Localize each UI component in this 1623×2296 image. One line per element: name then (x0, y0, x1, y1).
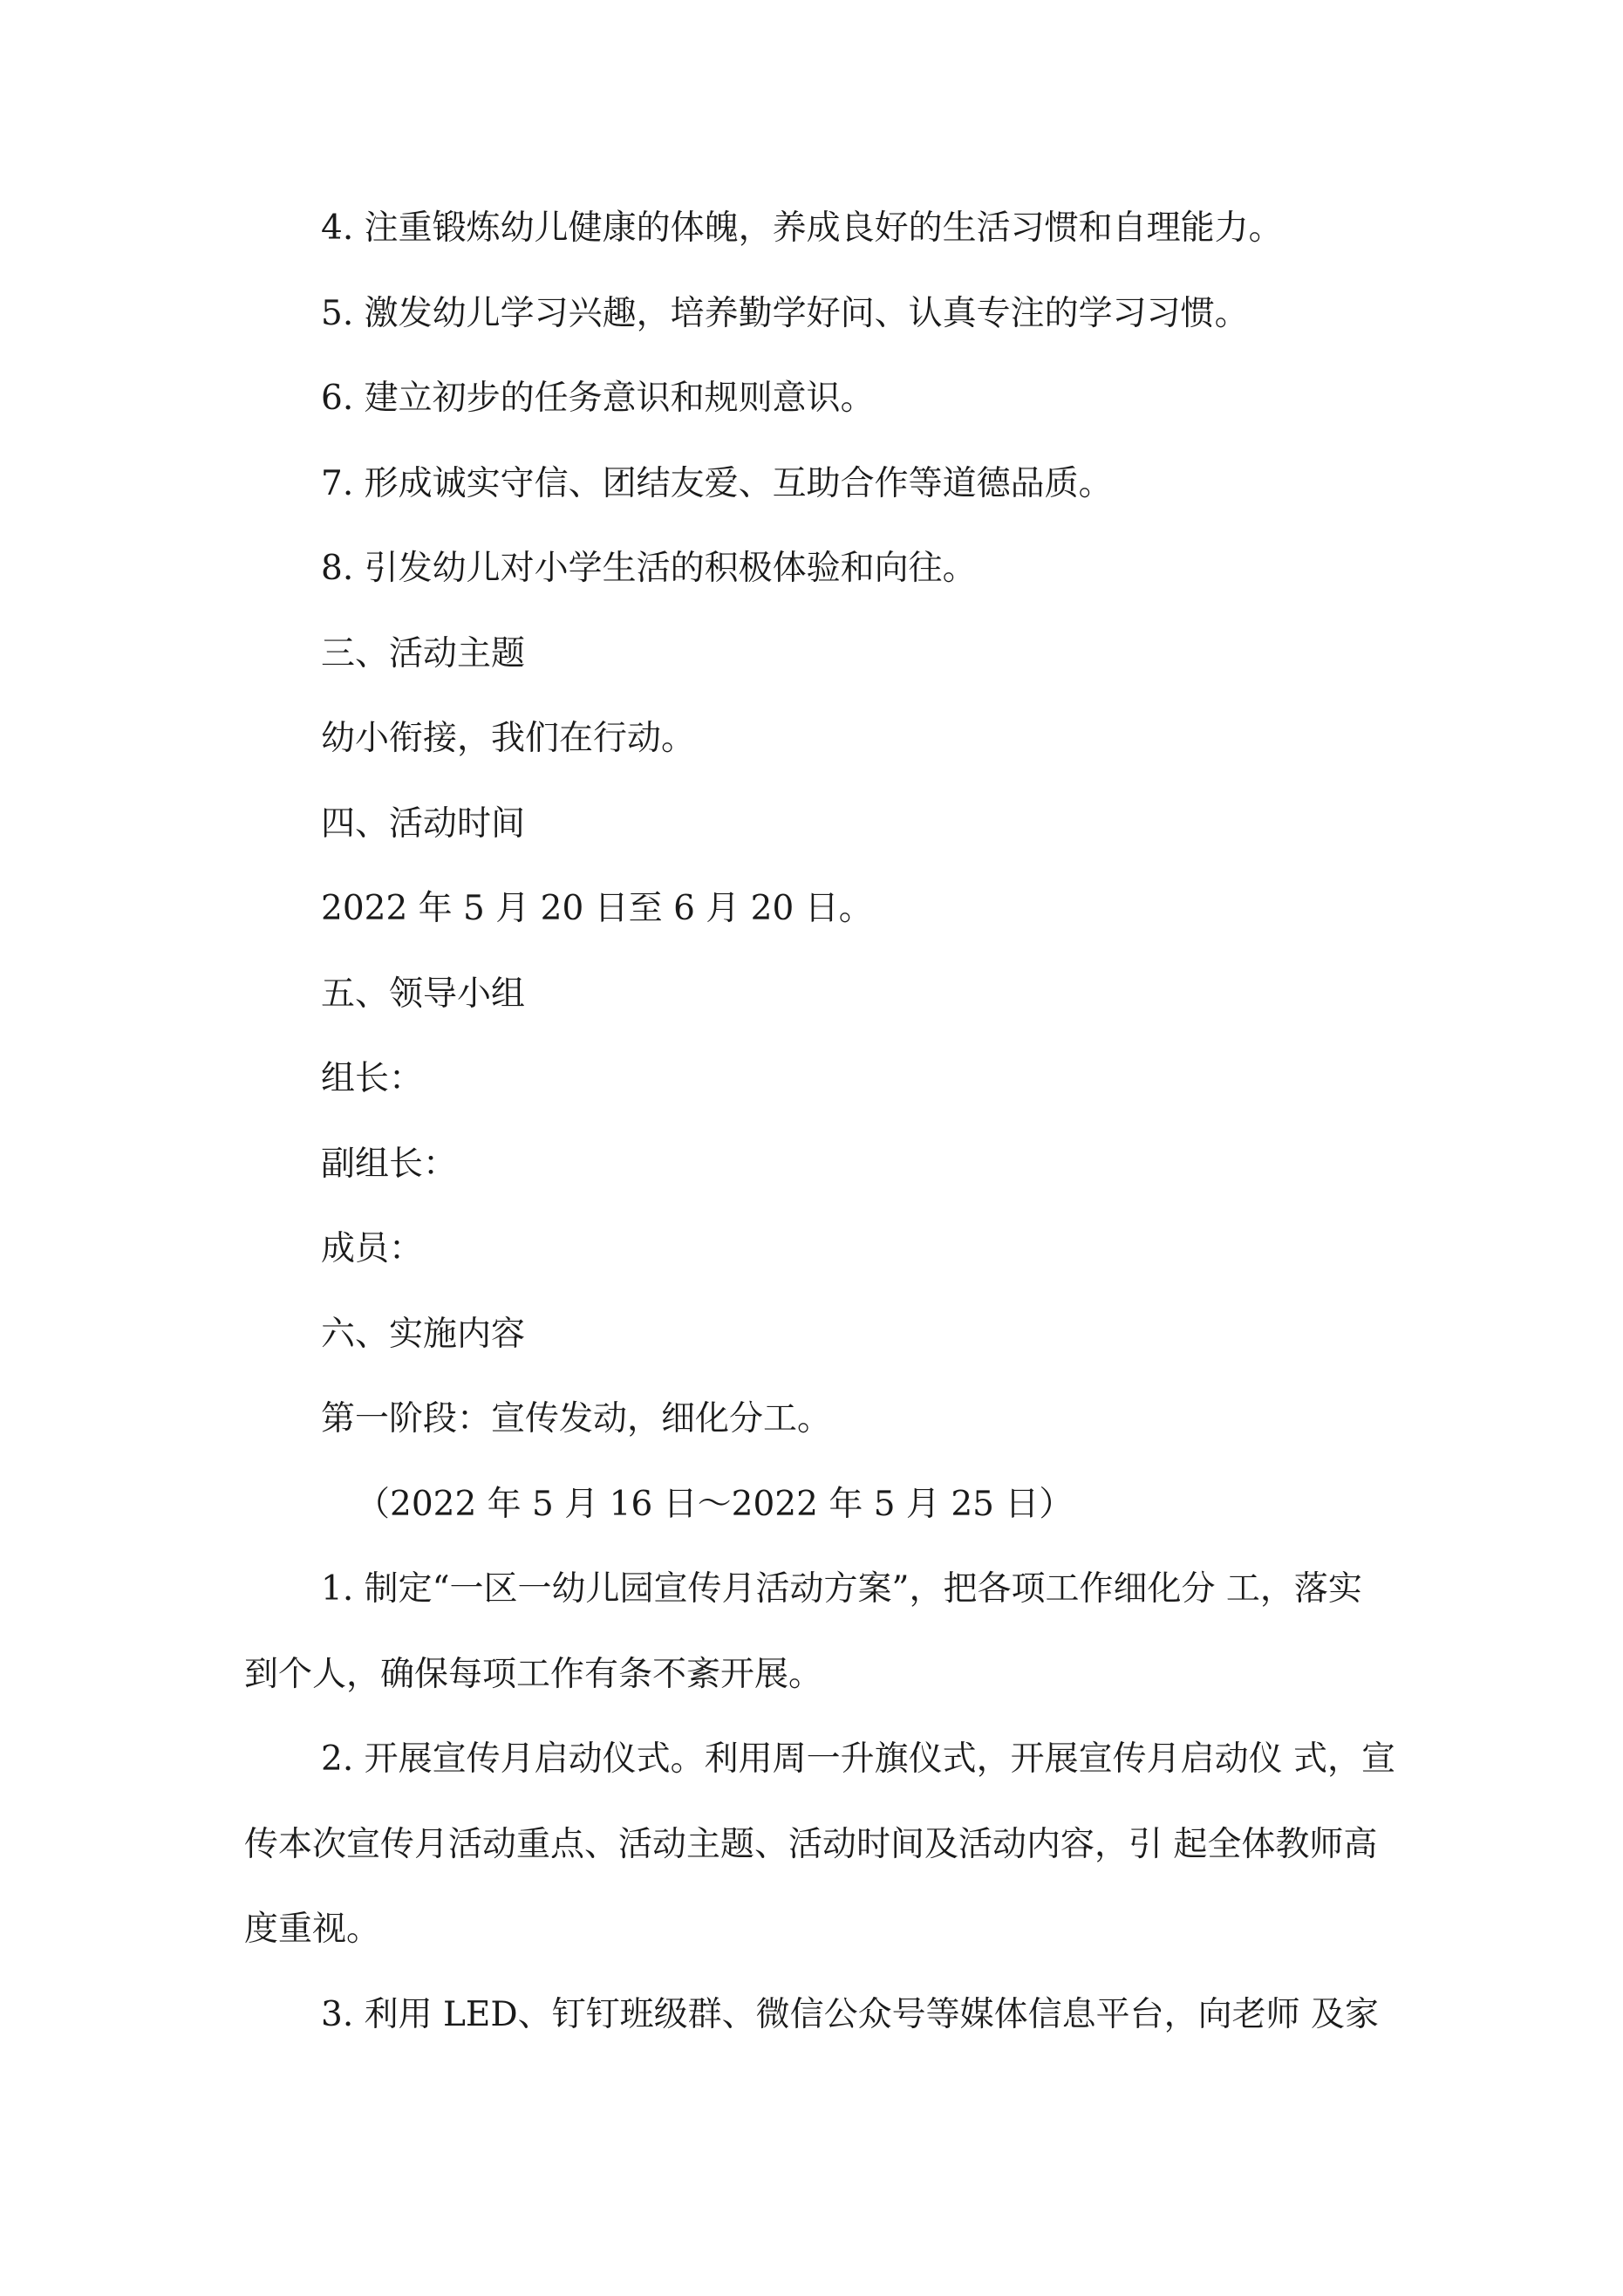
text-line: 2022 年 5 月 20 日至 6 月 20 日。 (321, 889, 873, 928)
text-line: 传本次宣传月活动重点、活动主题、活动时间及活动内容，引 起全体教师高 (244, 1825, 1378, 1864)
section-heading: 六、实施内容 (321, 1315, 526, 1354)
text-line: 5. 激发幼儿学习兴趣，培养勤学好问、认真专注的学习习惯。 (321, 294, 1249, 333)
text-line: 副组长： (321, 1145, 458, 1184)
text-line: 幼小衔接，我们在行动。 (321, 719, 696, 758)
text-line: 7. 形成诚实守信、团结友爱、互助合作等道德品质。 (321, 464, 1113, 503)
text-line: （2022 年 5 月 16 日〜2022 年 5 月 25 日） (356, 1485, 1074, 1524)
section-heading: 三、活动主题 (321, 634, 526, 673)
text-line: 1. 制定“一区一幼儿园宣传月活动方案”，把各项工作细化分 工，落实 (321, 1569, 1362, 1609)
text-line: 第一阶段：宣传发动，细化分工。 (321, 1399, 832, 1438)
text-line: 2. 开展宣传月启动仪式。利用周一升旗仪式，开展宣传月启动仪 式，宣 (321, 1739, 1396, 1779)
text-line: 到个人，确保每项工作有条不紊开展。 (244, 1655, 823, 1694)
text-line: 4. 注重锻炼幼儿健康的体魄，养成良好的生活习惯和自理能力。 (321, 208, 1283, 248)
section-heading: 四、活动时间 (321, 804, 526, 844)
text-line: 8. 引发幼儿对小学生活的积极体验和向往。 (321, 549, 977, 588)
text-line: 3. 利用 LED、钉钉班级群、微信公众号等媒体信息平台，向老师 及家 (321, 1995, 1380, 2034)
section-heading: 五、领导小组 (321, 974, 526, 1014)
text-line: 度重视。 (244, 1910, 381, 1949)
text-line: 成员： (321, 1229, 424, 1268)
text-line: 6. 建立初步的任务意识和规则意识。 (321, 379, 875, 418)
text-line: 组长： (321, 1059, 424, 1098)
